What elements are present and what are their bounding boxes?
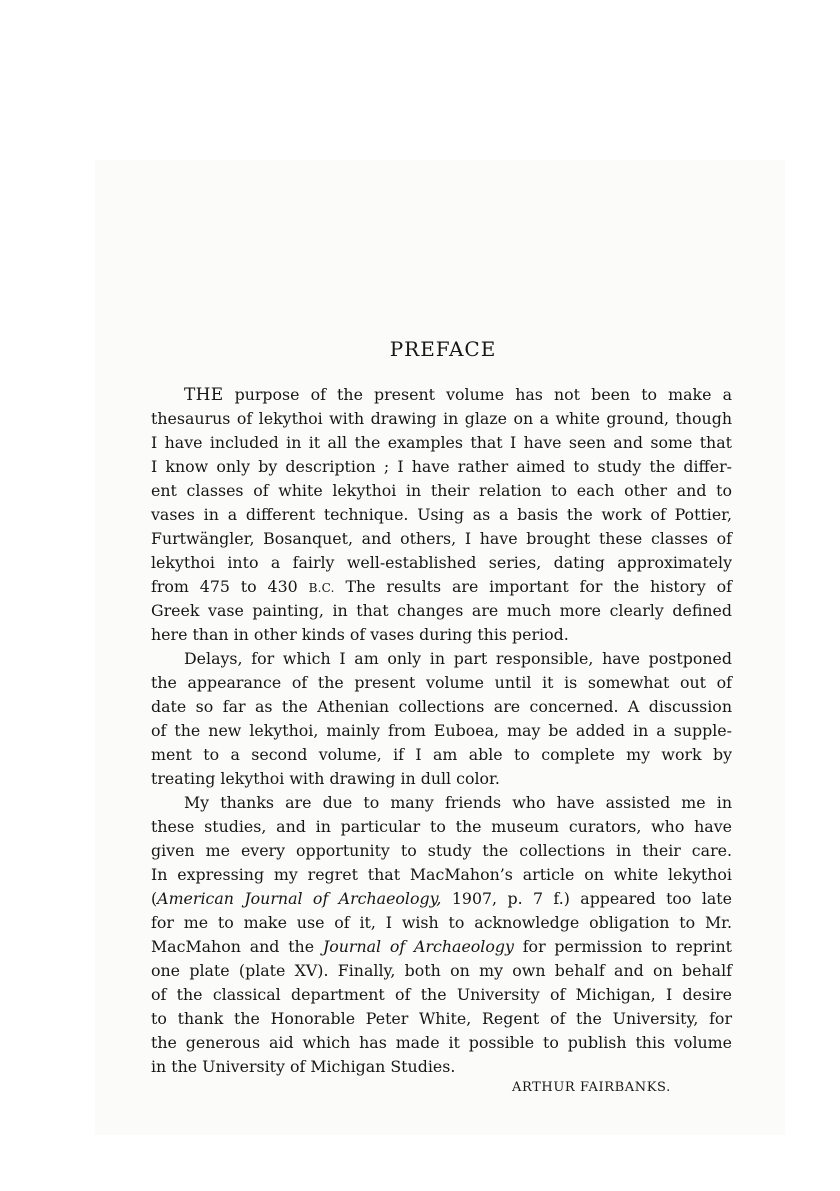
text-line: one plate (plate XV). Finally, both on my own behalf and on behalf: [151, 961, 732, 980]
text-line: treating lekythoi with drawing in dull color.: [151, 769, 500, 788]
text-line: of the new lekythoi, mainly from Euboea, may be added in a supple-: [151, 721, 732, 740]
text-line: lekythoi into a fairly well-established series, dating approximately: [151, 553, 732, 572]
journal-title: Journal of Archaeology: [322, 937, 514, 956]
text-line: thesaurus of lekythoi with drawing in glaze on a white ground, though: [151, 409, 732, 428]
text-line: date so far as the Athenian collections are concerned. A discussion: [151, 697, 732, 716]
text-line: MacMahon and the Journal of Archaeology for permission to reprint: [151, 937, 733, 956]
text-line: the appearance of the present volume until it is somewhat out of: [151, 673, 732, 692]
text-line: these studies, and in particular to the museum curators, who have: [151, 817, 732, 836]
small-caps-abbreviation: B.C.: [308, 581, 335, 595]
text-line: in the University of Michigan Studies.: [151, 1057, 456, 1076]
text-line: from 475 to 430 B.C. The results are important for the history of: [151, 577, 732, 596]
text-line: ent classes of white lekythoi in their relation to each other and to: [151, 481, 732, 500]
small-caps-word: THE: [184, 385, 224, 405]
page-title: PREFACE: [389, 337, 497, 361]
text-line: here than in other kinds of vases during this period.: [151, 625, 569, 644]
text-line: THE purpose of the present volume has not been to make a: [184, 385, 732, 405]
text-line: to thank the Honorable Peter White, Regent of the University, for: [151, 1009, 732, 1028]
text-line: for me to make use of it, I wish to acknowledge obligation to Mr.: [151, 913, 732, 932]
author-signature: ARTHUR FAIRBANKS.: [512, 1080, 671, 1095]
text-line: Furtwängler, Bosanquet, and others, I have brought these classes of: [151, 529, 732, 548]
preface-body: [151, 383, 732, 1079]
text-line: given me every opportunity to study the collections in their care.: [151, 841, 732, 860]
text-line: vases in a different technique. Using as a basis the work of Pottier,: [151, 505, 732, 524]
text-line: I know only by description ; I have rather aimed to study the differ-: [151, 457, 732, 476]
text-line: Delays, for which I am only in part responsible, have postponed: [184, 649, 732, 668]
text-line: the generous aid which has made it possible to publish this volume: [151, 1033, 732, 1052]
text-line: I have included in it all the examples that I have seen and some that: [151, 433, 732, 452]
text-line: ment to a second volume, if I am able to complete my work by: [151, 745, 732, 764]
text-line: of the classical department of the University of Michigan, I desire: [151, 985, 732, 1004]
journal-title: American Journal of Archaeology,: [157, 889, 442, 908]
text-line: My thanks are due to many friends who have assisted me in: [184, 793, 732, 812]
text-line: In expressing my regret that MacMahon’s article on white lekythoi: [151, 865, 732, 884]
text-line: (American Journal of Archaeology, 1907, p. 7 f.) appeared too late: [151, 889, 732, 908]
text-line: Greek vase painting, in that changes are much more clearly defined: [151, 601, 732, 620]
